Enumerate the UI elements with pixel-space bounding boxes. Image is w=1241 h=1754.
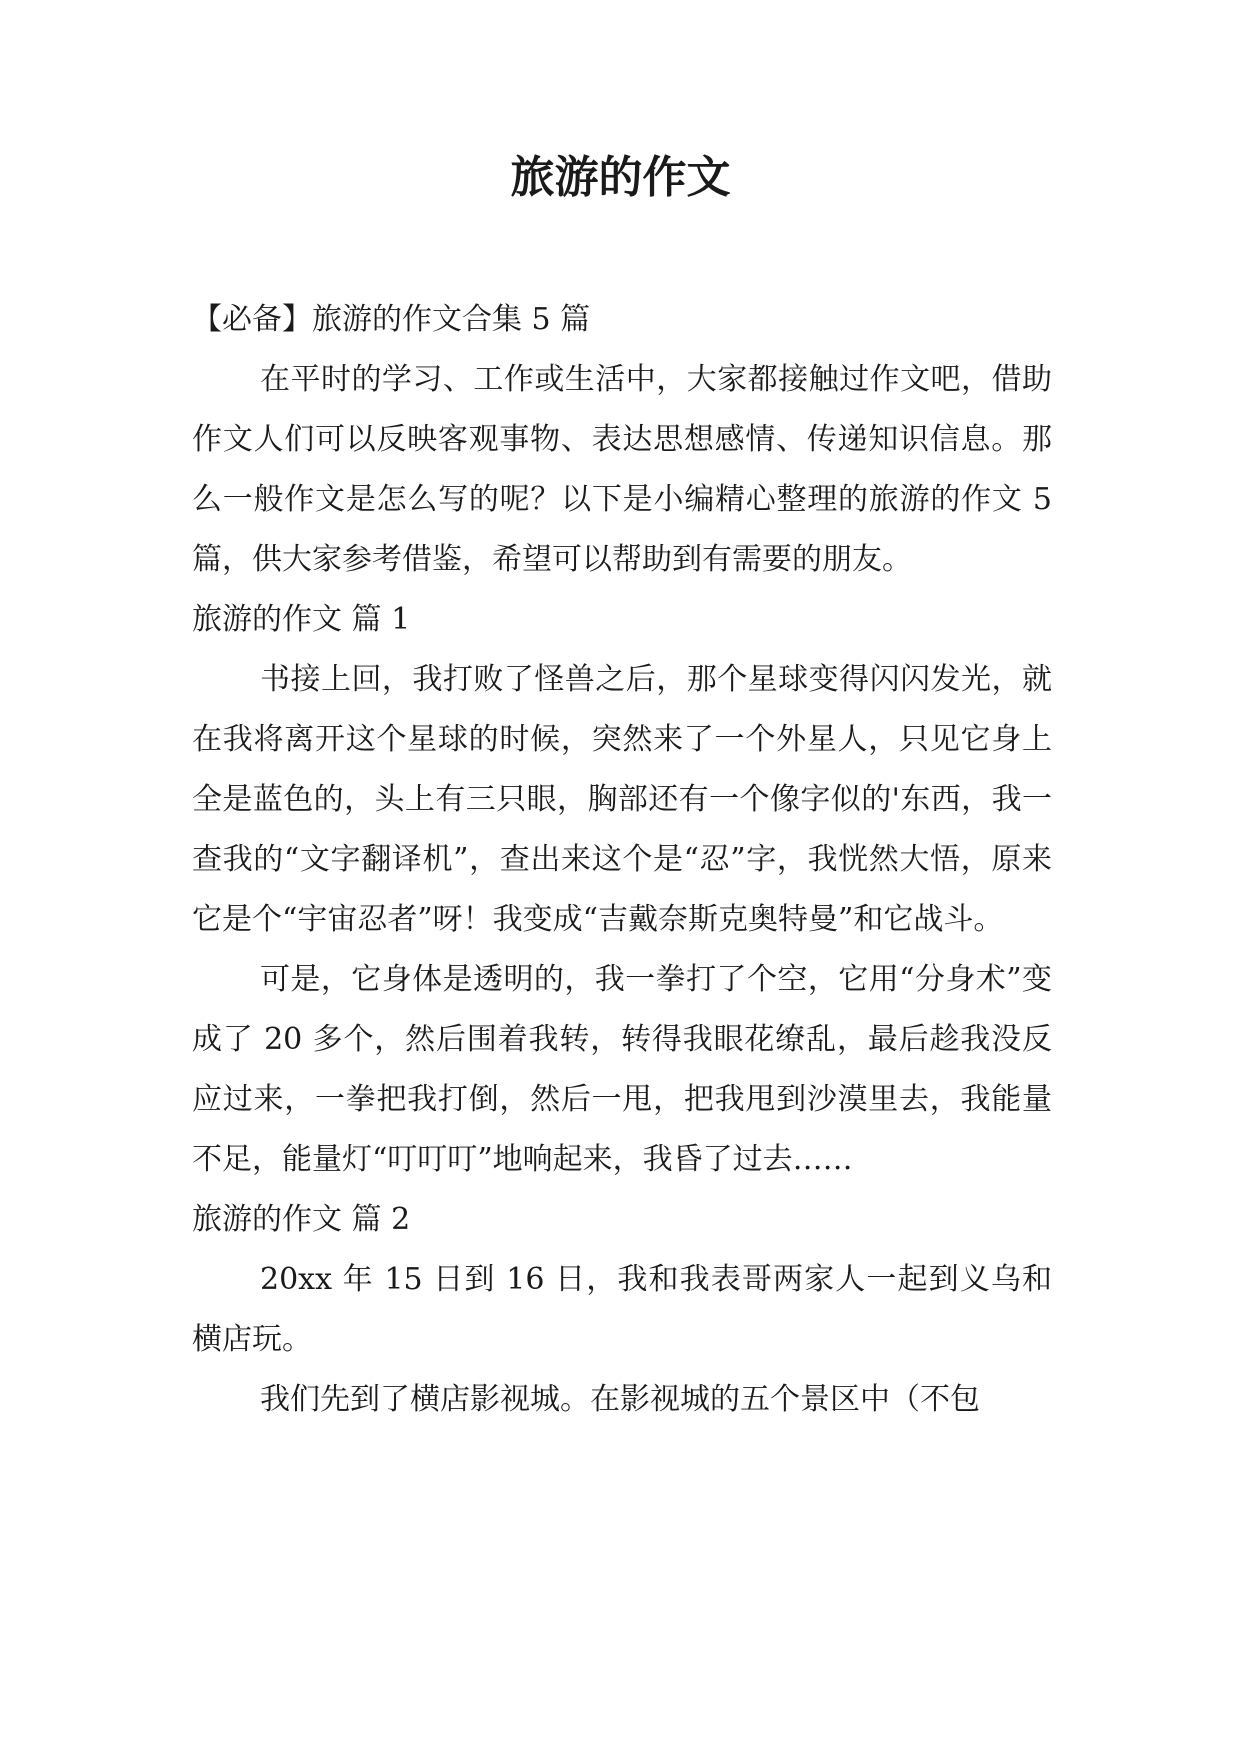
- intro-paragraph: 在平时的学习、工作或生活中，大家都接触过作文吧，借助作文人们可以反映客观事物、表达思想感情、传递知识信息。那么一般作文是怎么写的呢？以下是小编精心整理的旅游的作文 5 篇，供大家参考借鉴，希望可以帮助到有需要的朋友。: [192, 362, 1052, 577]
- document-body: [192, 290, 1052, 1430]
- section-1-paragraph-1: 书接上回，我打败了怪兽之后，那个星球变得闪闪发光，就在我将离开这个星球的时候，突然来了一个外星人，只见它身上全是蓝色的，头上有三只眼，胸部还有一个像字似的'东西，我一查我的“文字翻译机”，查出来这个是“忍”字，我恍然大悟，原来它是个“宇宙忍者”呀！我变成“吉戴奈斯克奥特曼”和它战斗。: [192, 662, 1052, 937]
- section-1-paragraph-2: 可是，它身体是透明的，我一拳打了个空，它用“分身术”变成了 20 多个，然后围着我转，转得我眼花缭乱，最后趁我没反应过来，一拳把我打倒，然后一甩，把我甩到沙漠里去，我能量不足，能量灯“叮叮叮”地响起来，我昏了过去……: [192, 962, 1052, 1177]
- document-title: 旅游的作文: [510, 152, 731, 203]
- section-2-paragraph-1: 20xx 年 15 日到 16 日，我和我表哥两家人一起到义乌和横店玩。: [192, 1262, 1052, 1357]
- section-2-paragraph-2: 我们先到了横店影视城。在影视城的五个景区中（不包: [260, 1382, 980, 1417]
- section-heading-1: 旅游的作文 篇 1: [192, 602, 411, 637]
- intro-heading: 【必备】旅游的作文合集 5 篇: [192, 302, 591, 337]
- section-heading-2: 旅游的作文 篇 2: [192, 1202, 411, 1237]
